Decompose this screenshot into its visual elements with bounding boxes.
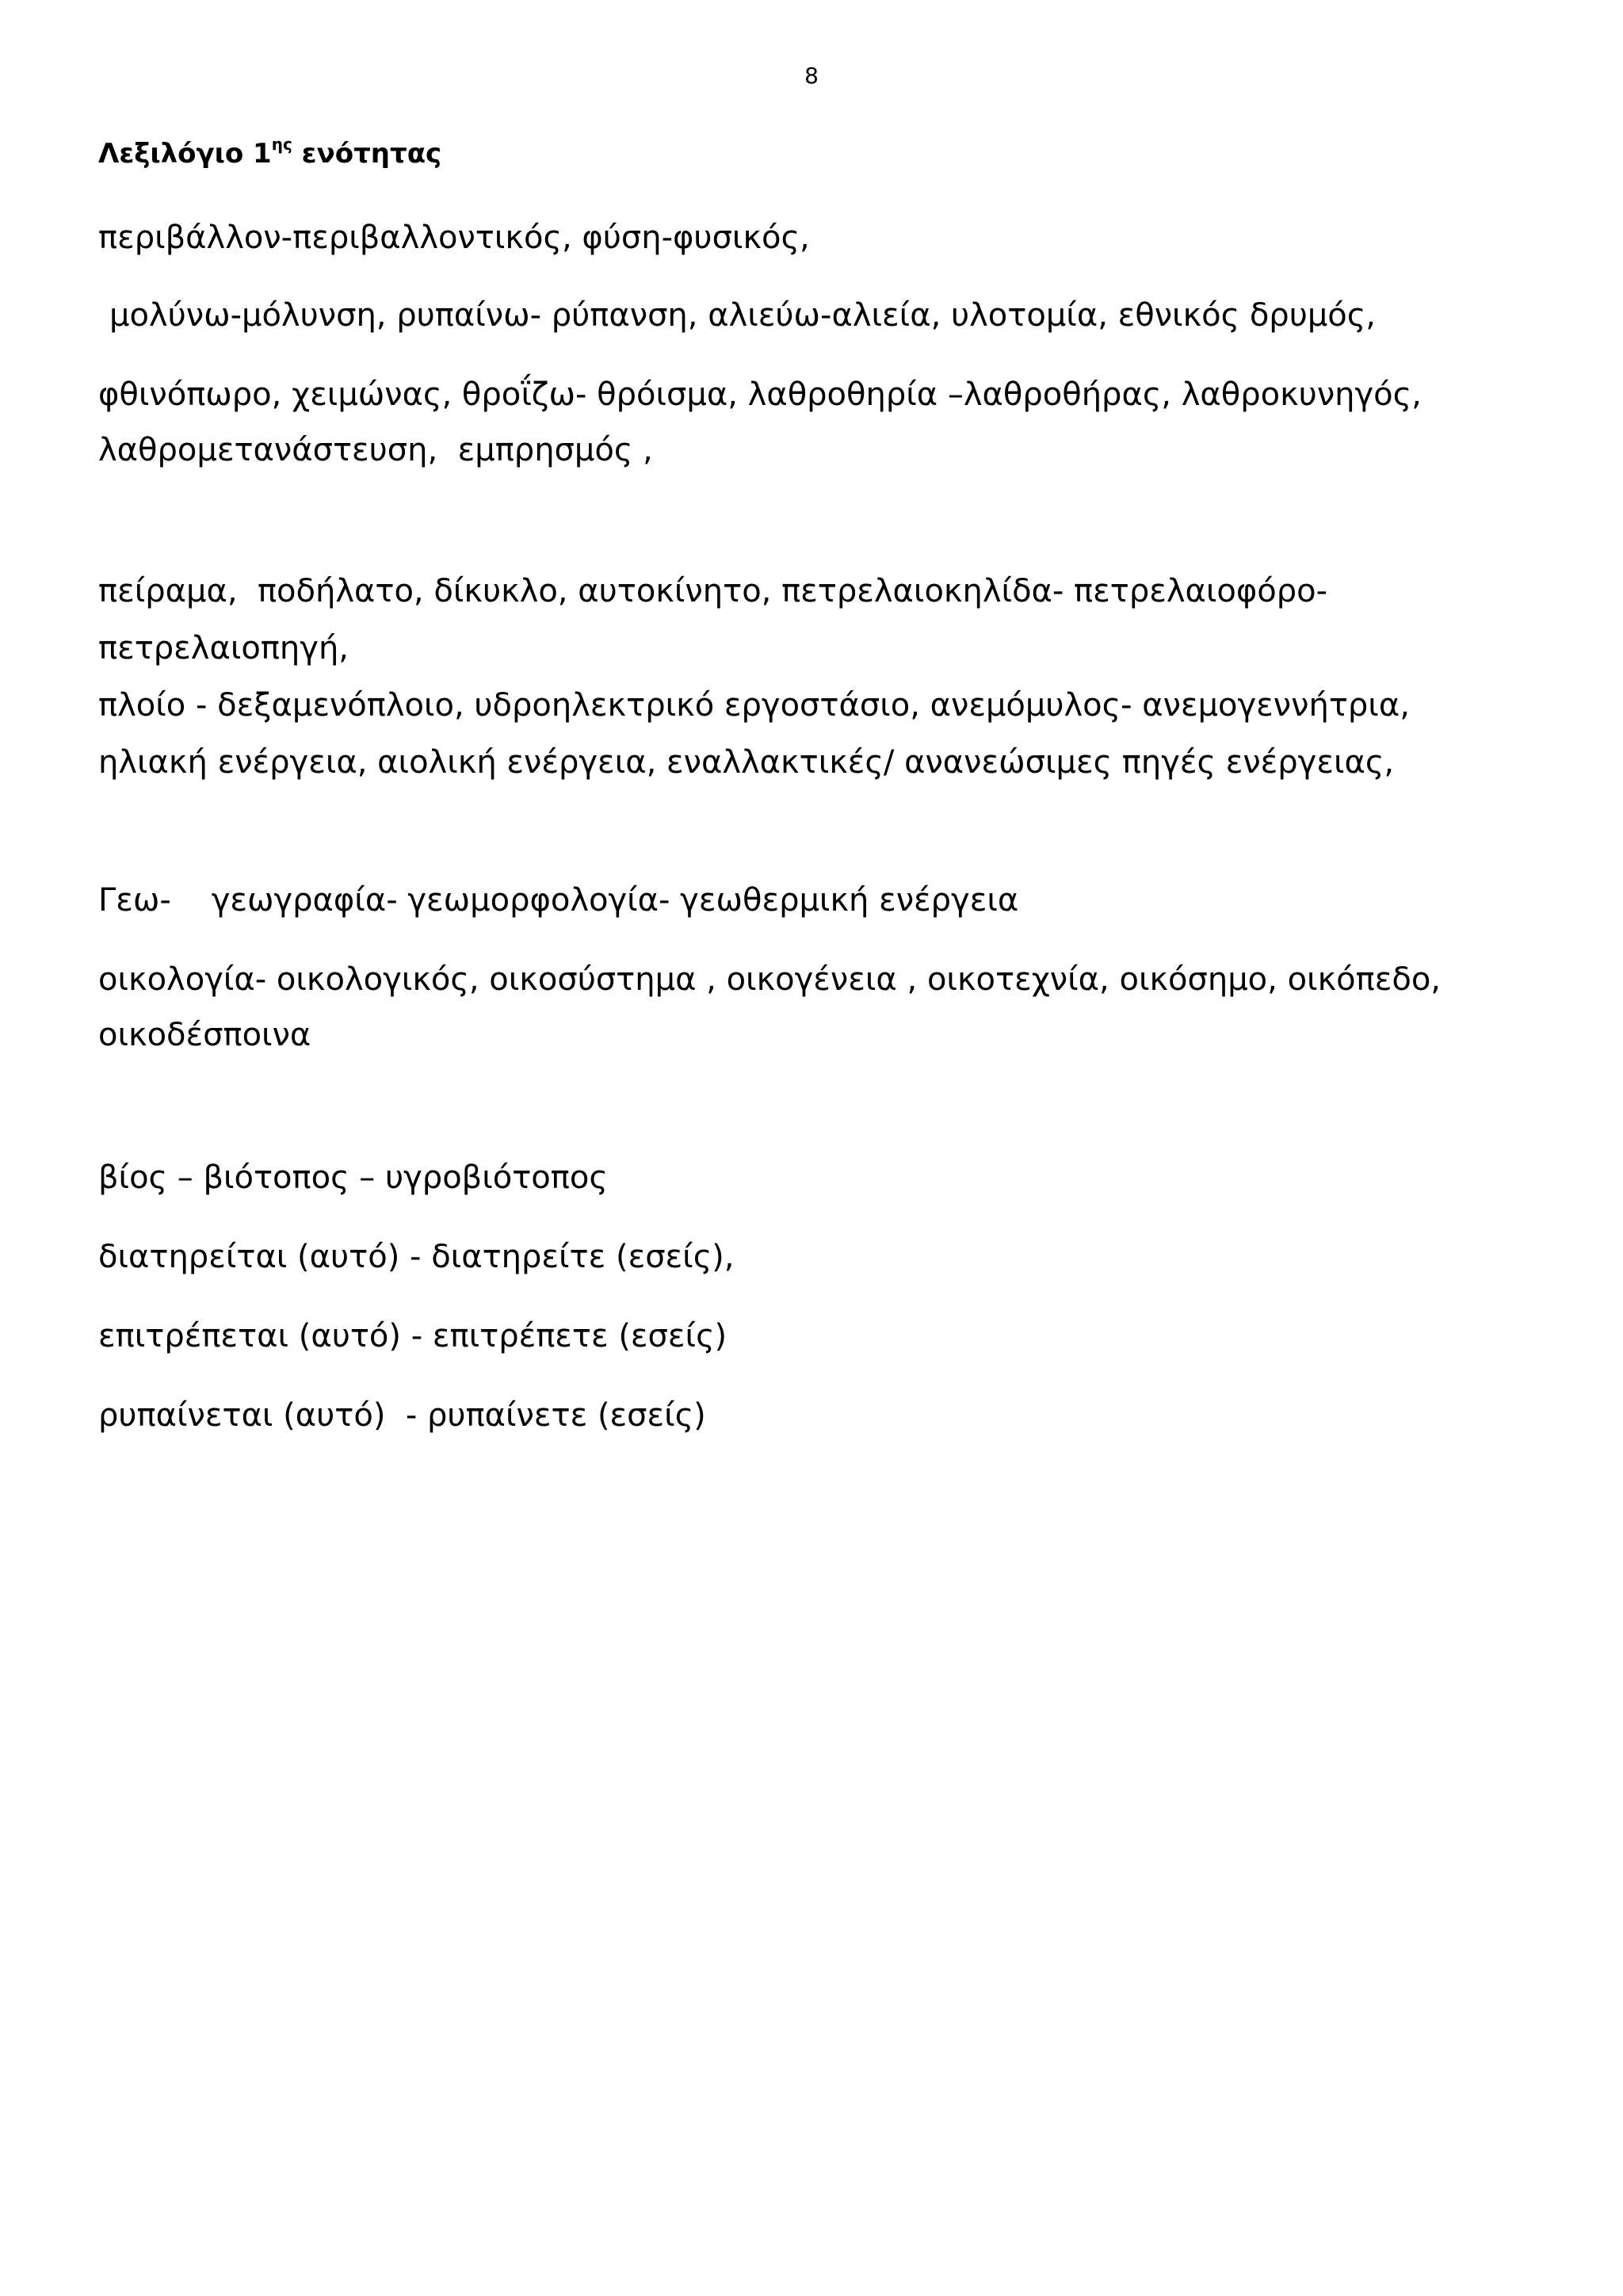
vocab-line: βίος – βιότοπος – υγροβιότοπος — [98, 1159, 608, 1196]
vocab-line: οικολογία- οικολογικός, οικοσύστημα , οικογένεια , οικοτεχνία, οικόσημο, οικόπεδο, — [98, 961, 1442, 998]
section-heading — [98, 136, 441, 171]
vocab-line: Γεω- γεωγραφία- γεωμορφολογία- γεωθερμική ενέργεια — [98, 882, 1019, 919]
vocab-line: οικοδέσποινα — [98, 1017, 311, 1053]
vocab-line: πείραμα, ποδήλατο, δίκυκλο, αυτοκίνητο, πετρελαιοκηλίδα- πετρελαιοφόρο- — [98, 573, 1328, 609]
heading-prefix: Λεξιλόγιο 1 — [98, 138, 272, 170]
vocab-line: μολύνω-μόλυνση, ρυπαίνω- ρύπανση, αλιεύω-αλιεία, υλοτομία, εθνικός δρυμός, — [109, 297, 1376, 334]
vocab-line: περιβάλλον-περιβαλλοντικός, φύση-φυσικός, — [98, 220, 810, 256]
heading-superscript: ης — [271, 135, 292, 154]
vocab-line: επιτρέπεται (αυτό) - επιτρέπετε (εσείς) — [98, 1318, 727, 1354]
vocab-line: ηλιακή ενέργεια, αιολική ενέργεια, εναλλακτικές/ ανανεώσιμες πηγές ενέργειας, — [98, 744, 1395, 781]
heading-suffix: ενότητας — [292, 138, 442, 170]
vocab-line: λαθρομετανάστευση, εμπρησμός , — [98, 432, 653, 468]
page-number: 8 — [804, 63, 819, 89]
vocab-line: διατηρείται (αυτό) - διατηρείτε (εσείς), — [98, 1239, 735, 1275]
vocab-line: πλοίο - δεξαμενόπλοιο, υδροηλεκτρικό εργοστάσιο, ανεμόμυλος- ανεμογεννήτρια, — [98, 687, 1410, 724]
vocab-line: πετρελαιοπηγή, — [98, 630, 349, 667]
vocab-line: φθινόπωρο, χειμώνας, θροΐζω- θρόισμα, λαθροθηρία –λαθροθήρας, λαθροκυνηγός, — [98, 376, 1422, 413]
vocab-line: ρυπαίνεται (αυτό) - ρυπαίνετε (εσείς) — [98, 1397, 706, 1434]
